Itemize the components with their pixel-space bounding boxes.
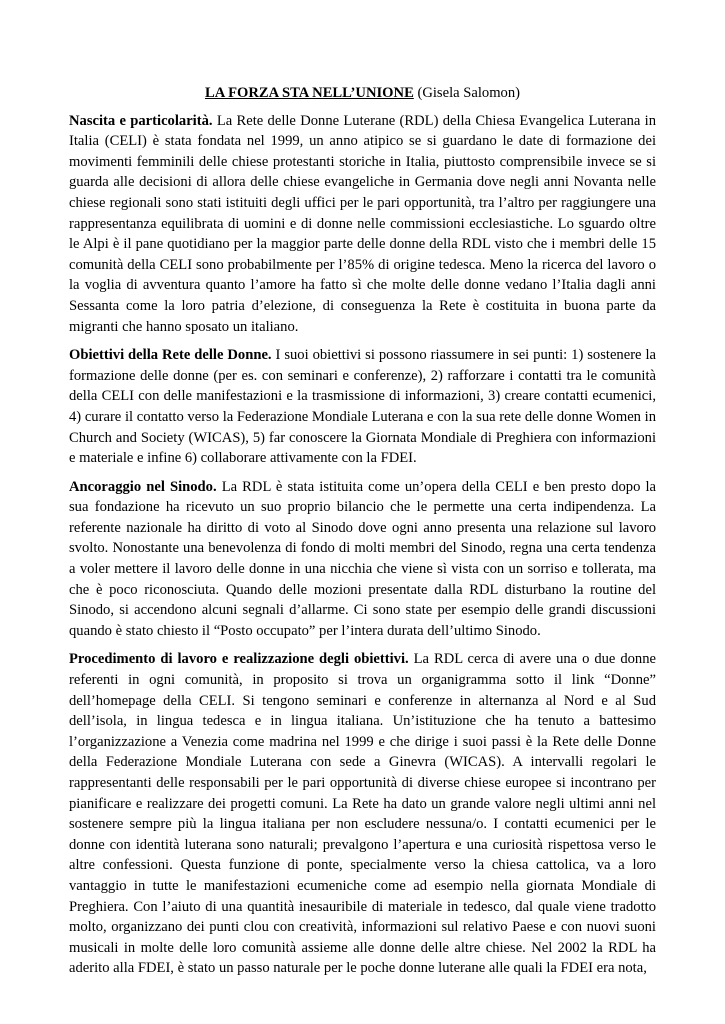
section-heading: Nascita e particolarità. <box>69 112 213 129</box>
section-procedimento <box>69 649 656 979</box>
section-text: La Rete delle Donne Luterane (RDL) della Chiesa Evangelica Luterana in Italia (CELI) è stata fondata nel 1999, un anno atipico se si guardano le date di formazione dei movimenti femminili delle chiese protestanti storiche in Italia, piuttosto comprensibile invece se si guarda alle decisioni di allora delle chiese evangeliche in Germania dove negli anni Novanta nelle chiese regionali sono stati istituiti degli uffici per le pari opportunità, tra l’altro per raggiungere una rappresentanza equilibrata di uomini e di donne nelle commissioni ecclesiastiche. Lo sguardo oltre le Alpi è il pane quotidiano per la maggior parte delle donne della RDL visto che i membri delle 15 comunità della CELI sono probabilmente per l’85% di origine tedesca. Meno la ricerca del lavoro o la voglia di avventura quanto l’amore ha fatto sì che molte delle donne vedano l’Italia dagli anni Sessanta come la loro patria d’elezione, di conseguenza la Rete è costituita in buona parte da migranti che hanno sposato un italiano. <box>69 112 656 335</box>
section-obiettivi <box>69 345 656 469</box>
document-title: LA FORZA STA NELL’UNIONE <box>204 85 414 101</box>
document-title-line <box>69 83 656 104</box>
section-heading: Procedimento di lavoro e realizzazione degli obiettivi. <box>69 651 409 668</box>
section-nascita <box>69 111 656 338</box>
section-text: La RDL è stata istituita come un’opera della CELI e ben presto dopo la sua fondazione ha ricevuto un suo proprio bilancio che le permette una certa indipendenza. La referente nazionale ha diritto di voto al Sinodo dove ogni anno presenta una relazione sul lavoro svolto. Nonostante una benevolenza di fondo di molti membri del Sinodo, regna una certa tendenza a voler mettere il lavoro delle donne in una nicchia che viene sì vista con un sorriso e tollerata, ma che è poco riconosciuta. Quando delle mozioni presentate dalla RDL disturbano la routine del Sinodo, si accendono alcuni segnali d’allarme. Ci sono state per esempio delle grandi discussioni quando è stato chiesto il “Posto occupato” per l’intera durata dell’ultimo Sinodo. <box>69 478 656 639</box>
section-text: La RDL cerca di avere una o due donne referenti in ogni comunità, in proposito si trova un organigramma sotto il link “Donne” dell’homepage della CELI. Si tengono seminari e conferenze in alternanza al Nord e al Sud dell’isola, in lingua tedesca e in lingua italiana. Un’istituzione che ha tenuto a battesimo l’organizzazione a Venezia come madrina nel 1999 e che dirige i suoi passi è la Rete delle Donne della Federazione Mondiale Luterana con sede a Ginevra (WICAS). A intervalli regolari le rappresentanti delle responsabili per le pari opportunità di diverse chiese europee si incontrano per pianificare e realizzare dei progetti comuni. La Rete ha dato un grande valore negli ultimi anni nel sostenere sempre più la lingua italiana per non escludere nessuna/o. I contatti ecumenici per le donne con identità luterana sono naturali; prevalgono l’apertura e una curiosità rispettosa verso le altre confessioni. Questa funzione di ponte, specialmente verso la chiesa cattolica, va a loro vantaggio in tutte le manifestazioni ecumeniche come ad esempio nella giornata Mondiale di Preghiera. Con l’aiuto di una quantità inesauribile di materiale in tedesco, dal quale viene tradotto molto, organizzano dei punti clou con creatività, informazioni sul relativo Paese e con nuovi suoni musicali in molte delle loro comunità assieme alle donne delle altre chiese. Nel 2002 la RDL ha aderito alla FDEI, è stato un passo naturale per le poche donne luterane alle quali la FDEI era nota, <box>69 651 656 977</box>
document-author: (Gisela Salomon) <box>417 85 521 101</box>
section-heading: Obiettivi della Rete delle Donne. <box>69 347 272 364</box>
section-ancoraggio <box>69 477 656 642</box>
section-text: I suoi obiettivi si possono riassumere in sei punti: 1) sostenere la formazione delle donne (per es. con seminari e conferenze), 2) rafforzare i contatti tra le comunità della CELI con delle manifestazioni e la trasmissione di informazioni, 3) creare contatti ecumenici, 4) curare il contatto verso la Federazione Mondiale Luterana e con la sua rete delle donne Women in Church and Society (WICAS), 5) far conoscere la Giornata Mondiale di Preghiera con informazioni e materiale e infine 6) collaborare attivamente con la FDEI. <box>69 347 657 467</box>
document-page <box>69 83 656 987</box>
section-heading: Ancoraggio nel Sinodo. <box>69 478 217 495</box>
